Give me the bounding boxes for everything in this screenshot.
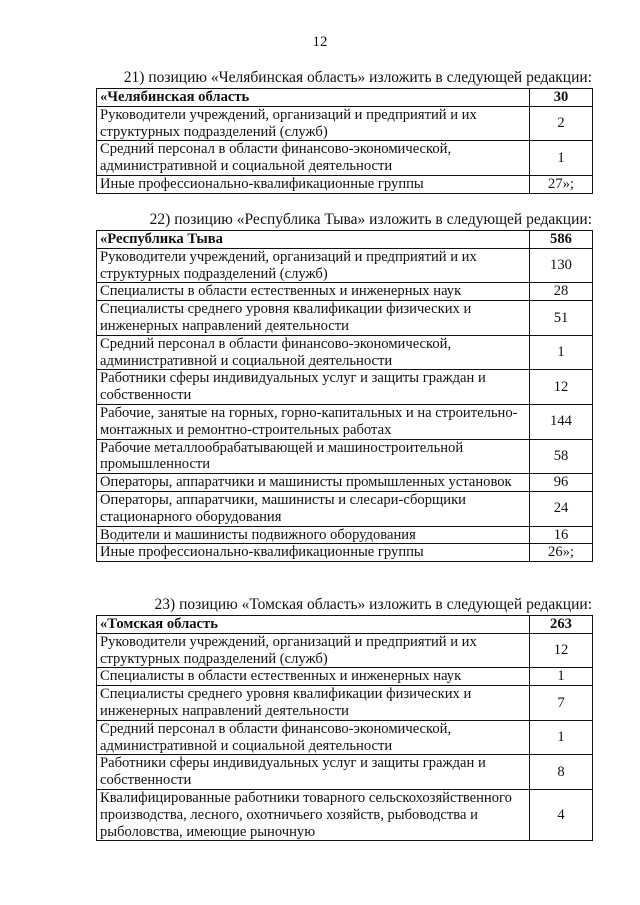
group-name: Работники сферы индивидуальных услуг и защиты граждан и собственности	[97, 755, 530, 790]
group-count: 1	[530, 720, 593, 755]
table-row	[97, 474, 593, 492]
region-name: «Челябинская область	[97, 89, 530, 107]
table-row	[97, 491, 593, 526]
section-intro: 23) позицию «Томская область» изложить в следующей редакции:	[154, 596, 592, 613]
group-name: Средний персонал в области финансово-экономической, административной и социальной деятельности	[97, 335, 530, 370]
table-row	[97, 720, 593, 755]
group-name: Рабочие металлообрабатывающей и машиностроительной промышленности	[97, 439, 530, 474]
group-name: Руководители учреждений, организаций и предприятий и их структурных подразделений (служб)	[97, 248, 530, 283]
group-count: 51	[530, 301, 593, 336]
group-count: 24	[530, 491, 593, 526]
group-count: 58	[530, 439, 593, 474]
position-table	[96, 88, 593, 194]
group-name: Руководители учреждений, организаций и предприятий и их структурных подразделений (служб)	[97, 106, 530, 141]
table-row	[97, 106, 593, 141]
group-count: 12	[530, 633, 593, 668]
group-count: 1	[530, 141, 593, 176]
table-row	[97, 439, 593, 474]
group-count: 2	[530, 106, 593, 141]
table-row	[97, 755, 593, 790]
group-count: 12	[530, 370, 593, 405]
group-name: Средний персонал в области финансово-экономической, административной и социальной деятельности	[97, 141, 530, 176]
region-total: 586	[530, 231, 593, 249]
group-count: 144	[530, 404, 593, 439]
group-count: 96	[530, 474, 593, 492]
group-count: 8	[530, 755, 593, 790]
table-row	[97, 544, 593, 562]
section-chelyabinsk	[96, 69, 592, 194]
group-name: Руководители учреждений, организаций и предприятий и их структурных подразделений (служб)	[97, 633, 530, 668]
group-count: 16	[530, 526, 593, 544]
page-number: 12	[312, 34, 328, 50]
table-row	[97, 668, 593, 686]
table-row	[97, 789, 593, 840]
table-row	[97, 335, 593, 370]
group-name: Специалисты в области естественных и инженерных наук	[97, 668, 530, 686]
group-count: 4	[530, 789, 593, 840]
table-header-row	[97, 616, 593, 634]
region-total: 30	[530, 89, 593, 107]
region-name: «Томская область	[97, 616, 530, 634]
position-table	[96, 230, 593, 562]
group-name: Специалисты среднего уровня квалификации физических и инженерных направлений деятельности	[97, 686, 530, 721]
table-row	[97, 141, 593, 176]
position-table	[96, 615, 593, 841]
section-intro: 21) позицию «Челябинская область» изложить в следующей редакции:	[123, 69, 592, 86]
page-bottom-margin	[0, 870, 640, 905]
group-name: Иные профессионально-квалификационные группы	[97, 175, 530, 193]
region-name: «Республика Тыва	[97, 231, 530, 249]
group-count: 7	[530, 686, 593, 721]
group-name: Специалисты среднего уровня квалификации физических и инженерных направлений деятельности	[97, 301, 530, 336]
group-name: Рабочие, занятые на горных, горно-капитальных и на строительно-монтажных и ремонтно-строительных работах	[97, 404, 530, 439]
table-row	[97, 283, 593, 301]
group-name: Работники сферы индивидуальных услуг и защиты граждан и собственности	[97, 370, 530, 405]
group-count: 28	[530, 283, 593, 301]
group-count: 130	[530, 248, 593, 283]
group-count: 27»;	[530, 175, 593, 193]
group-count: 26»;	[530, 544, 593, 562]
group-name: Операторы, аппаратчики и машинисты промышленных установок	[97, 474, 530, 492]
table-row	[97, 370, 593, 405]
group-name: Средний персонал в области финансово-экономической, административной и социальной деятельности	[97, 720, 530, 755]
table-row	[97, 404, 593, 439]
table-header-row	[97, 89, 593, 107]
table-row	[97, 686, 593, 721]
table-header-row	[97, 231, 593, 249]
region-total: 263	[530, 616, 593, 634]
group-name: Иные профессионально-квалификационные группы	[97, 544, 530, 562]
group-count: 1	[530, 668, 593, 686]
table-row	[97, 301, 593, 336]
group-name: Специалисты в области естественных и инженерных наук	[97, 283, 530, 301]
group-name: Квалифицированные работники товарного сельскохозяйственного производства, лесного, охотничьего хозяйств, рыбоводства и рыболовства, имеющие рыночную	[97, 789, 530, 840]
section-tyva	[96, 211, 592, 562]
group-name: Водители и машинисты подвижного оборудования	[97, 526, 530, 544]
section-tomsk	[96, 596, 592, 841]
table-row	[97, 633, 593, 668]
group-name: Операторы, аппаратчики, машинисты и слесари-сборщики стационарного оборудования	[97, 491, 530, 526]
table-row	[97, 526, 593, 544]
table-row	[97, 248, 593, 283]
section-intro: 22) позицию «Республика Тыва» изложить в следующей редакции:	[149, 211, 592, 228]
group-count: 1	[530, 335, 593, 370]
table-row	[97, 175, 593, 193]
